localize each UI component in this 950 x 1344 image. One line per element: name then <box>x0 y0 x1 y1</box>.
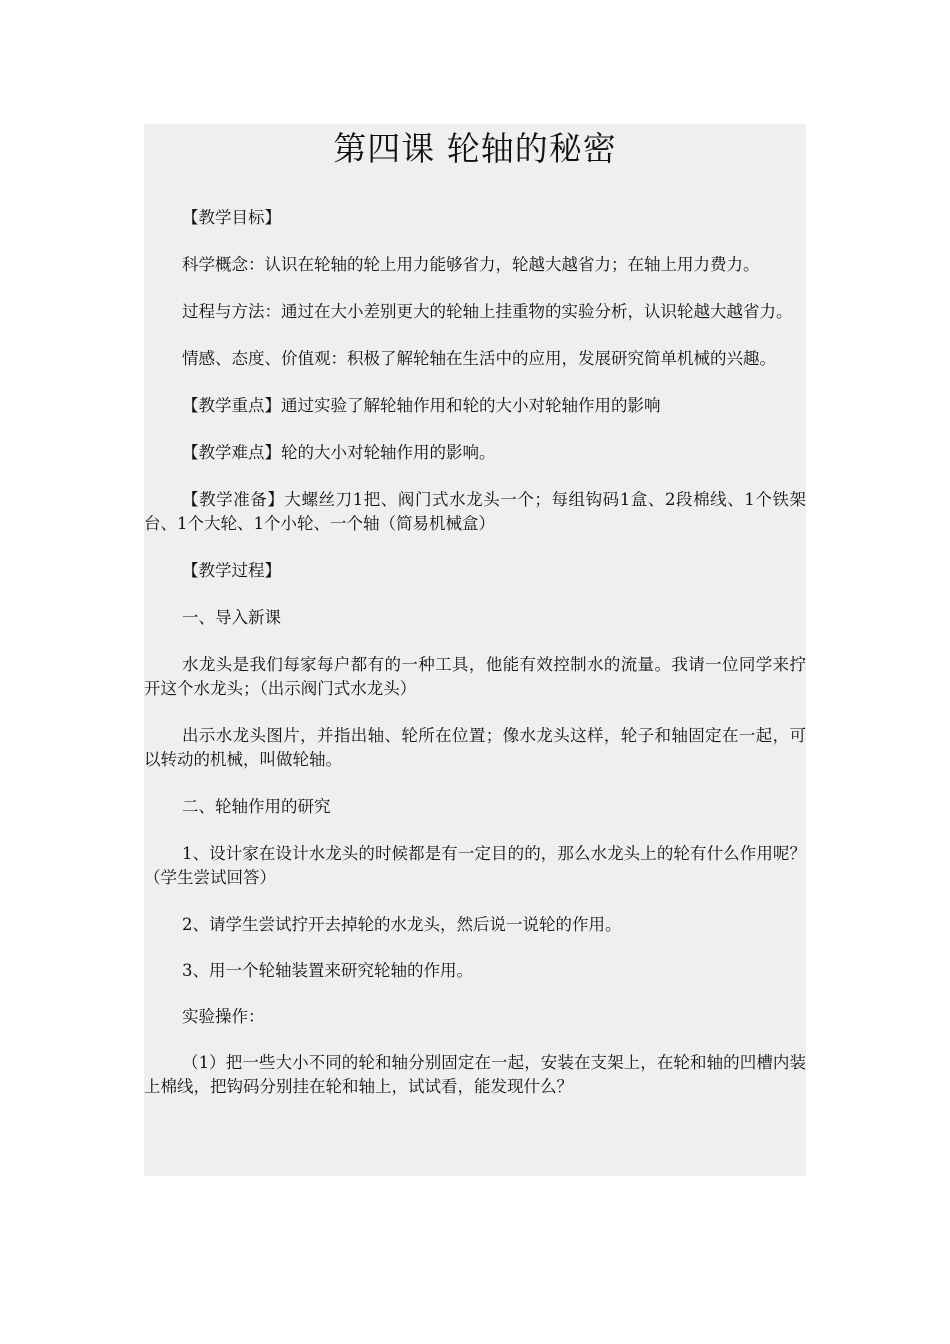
paragraph-process-method: 过程与方法：通过在大小差别更大的轮轴上挂重物的实验分析，认识轮越大越省力。 <box>182 302 793 321</box>
section-heading-objectives: 【教学目标】 <box>182 208 281 227</box>
paragraph-difficulty: 【教学难点】轮的大小对轮轴作用的影响。 <box>182 443 496 462</box>
paragraph-experiment-heading: 实验操作： <box>182 1007 265 1026</box>
paragraph-step-2: 2、请学生尝试拧开去掉轮的水龙头，然后说一说轮的作用。 <box>182 915 622 934</box>
section-heading-research: 二、轮轴作用的研究 <box>182 797 331 816</box>
paragraph-step-3: 3、用一个轮轴装置来研究轮轴的作用。 <box>182 961 473 980</box>
paragraph-science-concept: 科学概念：认识在轮轴的轮上用力能够省力，轮越大越省力；在轴上用力费力。 <box>182 255 760 274</box>
paragraph-faucet-intro: 水龙头是我们每家每户都有的一种工具，他能有效控制水的流量。我请一位同学来拧开这个水龙头；（出示阀门式水龙头） <box>144 655 806 698</box>
paragraph-experiment-step-1: （1）把一些大小不同的轮和轴分别固定在一起，安装在支架上，在轮和轴的凹槽内装上棉线，把钩码分别挂在轮和轴上，试试看，能发现什么？ <box>144 1053 806 1096</box>
paragraph-faucet-picture: 出示水龙头图片，并指出轴、轮所在位置；像水龙头这样，轮子和轴固定在一起，可以转动的机械，叫做轮轴。 <box>144 726 806 769</box>
paragraph-preparation: 【教学准备】大螺丝刀1把、阀门式水龙头一个；每组钩码1盒、2段棉线、1个铁架台、1个大轮、1个小轮、一个轴（简易机械盒） <box>144 490 806 533</box>
section-heading-intro: 一、导入新课 <box>182 608 281 627</box>
page-title: 第四课 轮轴的秘密 <box>333 129 617 168</box>
paragraph-step-1: 1、设计家在设计水龙头的时候都是有一定目的的，那么水龙头上的轮有什么作用呢？（学生尝试回答） <box>144 844 806 887</box>
section-heading-process: 【教学过程】 <box>182 561 281 580</box>
document-page <box>144 124 806 1176</box>
paragraph-key-point: 【教学重点】通过实验了解轮轴作用和轮的大小对轮轴作用的影响 <box>182 396 661 415</box>
paragraph-attitude-values: 情感、态度、价值观：积极了解轮轴在生活中的应用，发展研究简单机械的兴趣。 <box>182 349 776 368</box>
